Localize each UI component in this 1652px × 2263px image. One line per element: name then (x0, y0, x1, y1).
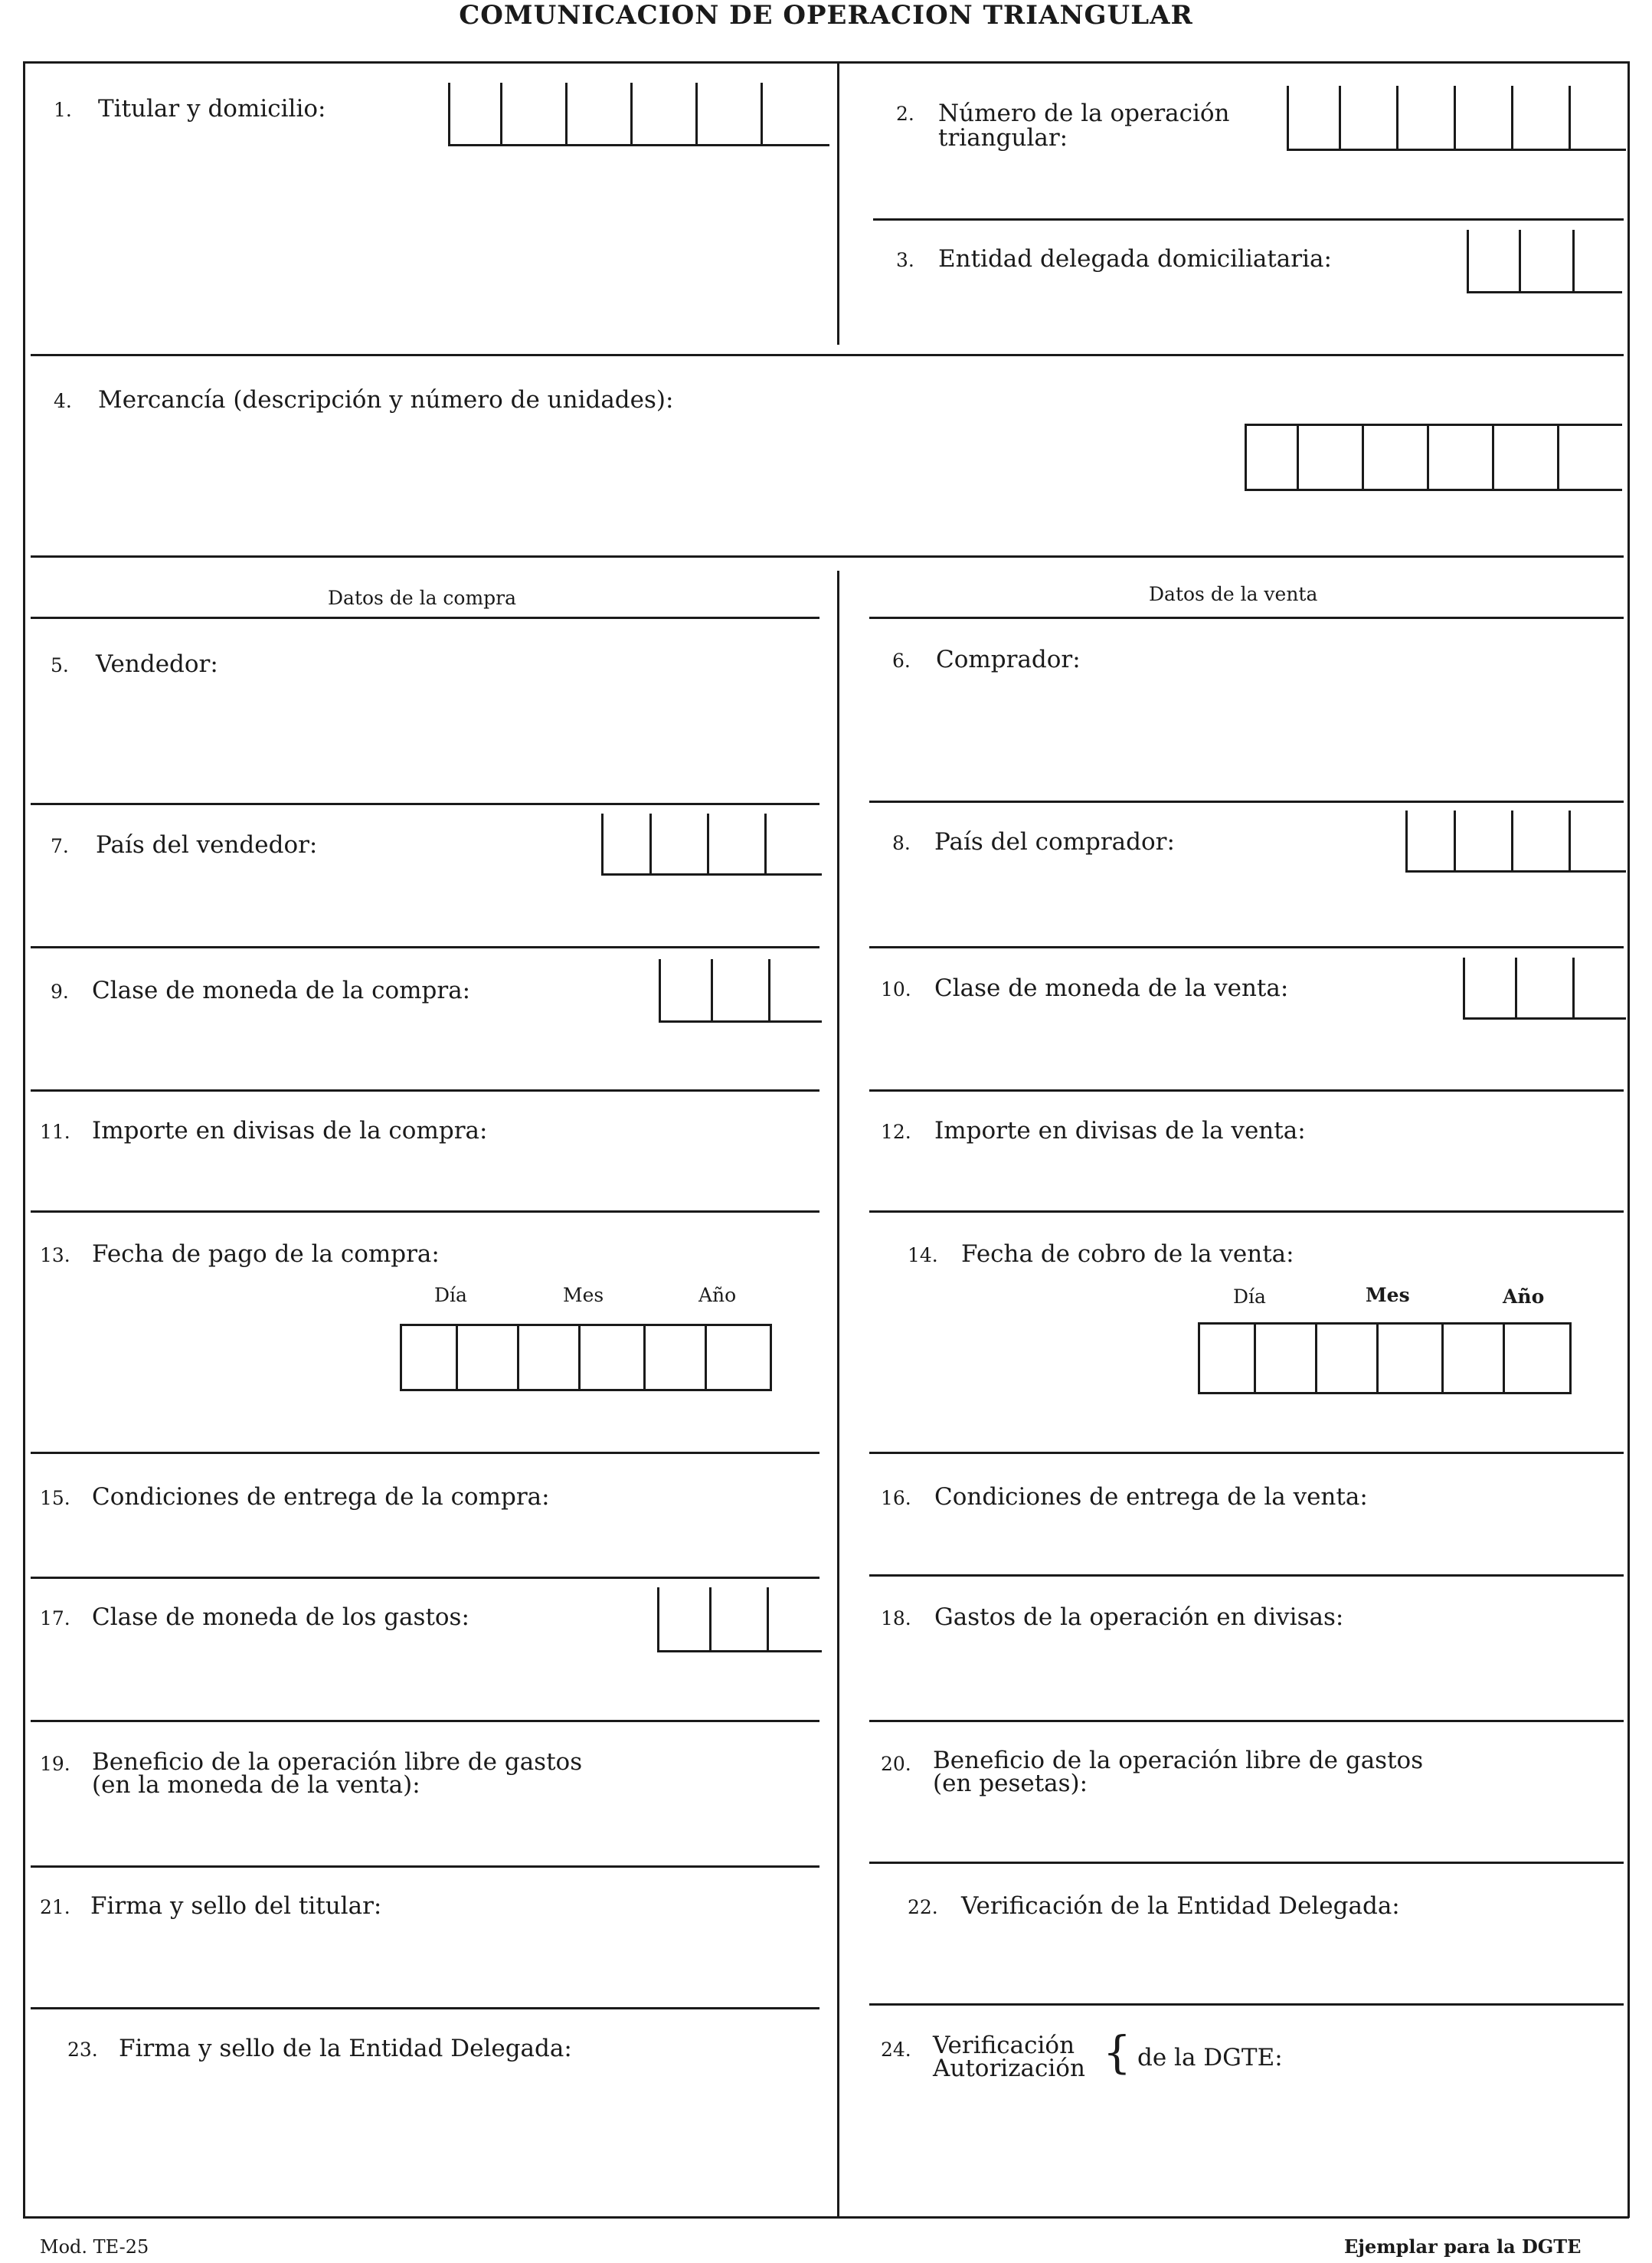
code-boxes[interactable] (1405, 811, 1626, 873)
field-number: 17. (40, 1607, 70, 1629)
field-label: Condiciones de entrega de la compra: (92, 1483, 550, 1511)
separator-line (869, 1089, 1624, 1092)
code-boxes[interactable] (657, 1587, 822, 1652)
box-divider (764, 814, 767, 873)
frame-bottom-line (23, 2216, 1629, 2219)
separator-line (31, 803, 819, 805)
box-divider (1339, 86, 1341, 149)
field-number: 9. (51, 981, 69, 1003)
field-label: Importe en divisas de la venta: (934, 1117, 1306, 1145)
box-divider (695, 83, 698, 144)
box-divider (1511, 811, 1513, 870)
box-divider (1492, 426, 1494, 489)
separator-line (869, 1452, 1624, 1454)
field-label-line1: Número de la operación (938, 100, 1230, 127)
box-divider (705, 1326, 707, 1389)
separator-line (31, 1577, 819, 1579)
field-number: 24. (881, 2039, 911, 2061)
box-divider (1557, 426, 1559, 489)
field-label: Mercancía (descripción y número de unidades): (98, 386, 674, 414)
field-number: 2. (896, 103, 914, 125)
field-label: Clase de moneda de la compra: (92, 977, 471, 1004)
code-boxes[interactable] (601, 814, 822, 876)
top-divider (837, 61, 839, 345)
box-divider (1515, 958, 1517, 1017)
field-label-line2: (en pesetas): (933, 1770, 1088, 1797)
section-heading-compra: Datos de la compra (328, 587, 517, 609)
box-divider (1511, 86, 1513, 149)
separator-line (31, 354, 1624, 356)
field-label: Vendedor: (96, 650, 218, 678)
date-label-dia: Día (434, 1284, 467, 1306)
box-divider (767, 1587, 769, 1650)
field-label: Gastos de la operación en divisas: (934, 1603, 1344, 1631)
brace-symbol: { (1103, 2026, 1131, 2078)
box-divider (643, 1326, 646, 1389)
field-number: 4. (54, 390, 72, 412)
field-label: Fecha de pago de la compra: (92, 1240, 440, 1268)
field-number: 1. (54, 99, 72, 121)
field-label: Importe en divisas de la compra: (92, 1117, 488, 1145)
box-divider (1569, 811, 1571, 870)
field-label-line1: Verificación (933, 2032, 1075, 2059)
field-number: 13. (40, 1244, 70, 1266)
box-divider (1572, 230, 1575, 291)
field-label: País del comprador: (934, 828, 1175, 856)
date-label-mes: Mes (1366, 1284, 1410, 1306)
field-label: Comprador: (936, 646, 1081, 673)
form-title: COMUNICACION DE OPERACION TRIANGULAR (459, 0, 1193, 31)
field-number: 7. (51, 835, 69, 857)
field-number: 19. (40, 1753, 70, 1775)
field-label-line1: Beneficio de la operación libre de gastos (92, 1748, 583, 1776)
box-divider (578, 1326, 581, 1389)
separator-line (31, 1210, 819, 1213)
box-divider (709, 1587, 712, 1650)
code-boxes[interactable] (1245, 424, 1622, 491)
field-label: Verificación de la Entidad Delegada: (961, 1892, 1400, 1920)
date-boxes[interactable] (400, 1324, 772, 1391)
frame-top-line (23, 61, 1629, 64)
field-label: Firma y sello del titular: (90, 1892, 382, 1920)
separator-line (31, 1865, 819, 1868)
field-label: Clase de moneda de los gastos: (92, 1603, 469, 1631)
box-divider (1503, 1325, 1505, 1392)
box-divider (761, 83, 763, 144)
code-boxes[interactable] (1287, 86, 1626, 151)
date-label-dia: Día (1233, 1285, 1266, 1308)
box-divider (1376, 1325, 1379, 1392)
separator-line (869, 1720, 1624, 1722)
field-number: 23. (67, 2039, 98, 2061)
field-number: 6. (892, 650, 911, 672)
field-label: Fecha de cobro de la venta: (961, 1240, 1294, 1268)
separator-line (873, 218, 1624, 221)
field-label-line1: Beneficio de la operación libre de gastos (933, 1747, 1424, 1774)
field-label-suffix: de la DGTE: (1137, 2044, 1283, 2071)
box-divider (1572, 958, 1575, 1017)
field-label-line2: Autorización (933, 2055, 1085, 2082)
separator-line (31, 1089, 819, 1092)
field-number: 20. (881, 1753, 911, 1775)
box-divider (768, 959, 770, 1020)
section-heading-venta: Datos de la venta (1149, 583, 1318, 605)
field-number: 21. (40, 1896, 70, 1918)
field-number: 14. (908, 1244, 938, 1266)
field-label-line2: (en la moneda de la venta): (92, 1771, 420, 1799)
field-label: Firma y sello de la Entidad Delegada: (119, 2035, 572, 2062)
separator-line (869, 801, 1624, 803)
box-divider (1362, 426, 1364, 489)
separator-line (869, 617, 1624, 619)
footer-model: Mod. TE-25 (40, 2236, 149, 2258)
box-divider (1519, 230, 1521, 291)
field-number: 16. (881, 1487, 911, 1509)
separator-line (31, 2007, 819, 2009)
box-divider (630, 83, 633, 144)
field-number: 22. (908, 1896, 938, 1918)
box-divider (711, 959, 713, 1020)
field-number: 12. (881, 1121, 911, 1143)
field-label: Clase de moneda de la venta: (934, 974, 1289, 1002)
field-number: 18. (881, 1607, 911, 1629)
field-number: 5. (51, 654, 69, 676)
separator-line (869, 946, 1624, 948)
box-divider (1569, 86, 1571, 149)
separator-line (869, 1574, 1624, 1577)
footer-copy-note: Ejemplar para la DGTE (1344, 2235, 1582, 2258)
separator-line (31, 946, 819, 948)
code-boxes[interactable] (1467, 230, 1622, 293)
field-number: 8. (892, 832, 911, 854)
field-number: 11. (40, 1121, 70, 1143)
field-label: País del vendedor: (96, 831, 318, 859)
box-divider (1396, 86, 1398, 149)
code-boxes[interactable] (1463, 958, 1626, 1020)
box-divider (1441, 1325, 1444, 1392)
box-divider (456, 1326, 458, 1389)
box-divider (707, 814, 709, 873)
separator-line (31, 1452, 819, 1454)
code-boxes[interactable] (448, 83, 829, 146)
box-divider (1315, 1325, 1317, 1392)
field-label-line2: triangular: (938, 124, 1068, 152)
box-divider (565, 83, 568, 144)
field-number: 10. (881, 978, 911, 1001)
date-label-anio: Año (698, 1284, 737, 1306)
separator-line (31, 1720, 819, 1722)
frame-left-line (23, 61, 25, 2218)
box-divider (1427, 426, 1429, 489)
separator-line (869, 1862, 1624, 1864)
box-divider (500, 83, 502, 144)
separator-line (869, 1210, 1624, 1213)
box-divider (1454, 811, 1456, 870)
separator-line (869, 2003, 1624, 2006)
field-number: 3. (896, 249, 914, 271)
box-divider (1254, 1325, 1256, 1392)
separator-line (31, 555, 1624, 558)
date-label-anio: Año (1503, 1285, 1545, 1308)
frame-right-line (1627, 61, 1630, 2218)
date-boxes[interactable] (1198, 1322, 1572, 1394)
field-number: 15. (40, 1487, 70, 1509)
separator-line (31, 617, 819, 619)
box-divider (1297, 426, 1299, 489)
column-divider (837, 571, 839, 2216)
box-divider (517, 1326, 519, 1389)
box-divider (649, 814, 652, 873)
field-label: Condiciones de entrega de la venta: (934, 1483, 1368, 1511)
field-label: Titular y domicilio: (98, 95, 326, 123)
box-divider (1454, 86, 1456, 149)
date-label-mes: Mes (563, 1284, 604, 1306)
field-label: Entidad delegada domiciliataria: (938, 245, 1332, 273)
code-boxes[interactable] (659, 959, 822, 1023)
